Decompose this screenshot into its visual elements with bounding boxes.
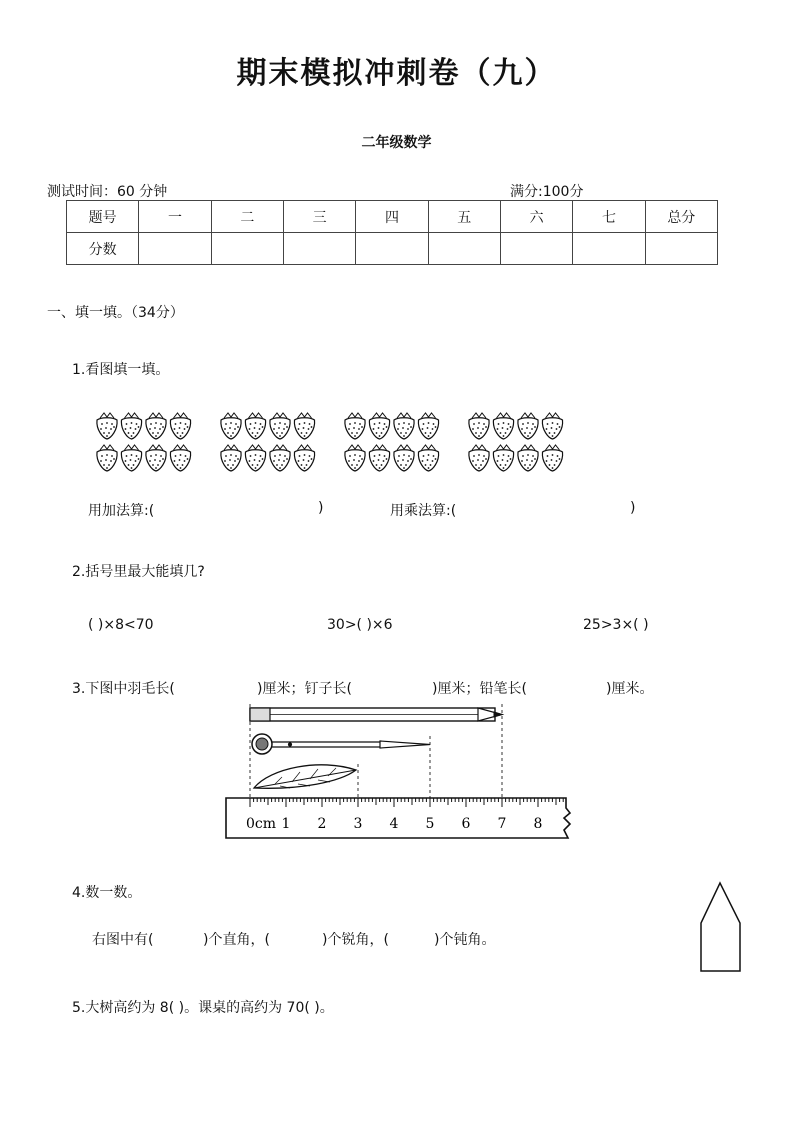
strawberry-icon — [146, 413, 166, 439]
q2-item-3[interactable]: 25>3×( ) — [583, 617, 649, 633]
score-header-cell: 二 — [211, 201, 283, 233]
ruler-label: 7 — [497, 816, 507, 832]
q1-mul-close: ) — [630, 500, 636, 516]
strawberry-icon — [270, 445, 290, 471]
score-cell[interactable] — [283, 233, 355, 265]
q4-text-right-angle: 右图中有( — [92, 932, 154, 948]
section1-heading: 一、填一填。（34分） — [47, 305, 184, 321]
strawberry-icon — [493, 445, 513, 471]
ruler-figure — [220, 700, 580, 845]
score-table-score-row — [67, 233, 718, 265]
subtitle: 二年级数学 — [361, 135, 432, 151]
score-row-label: 分数 — [67, 233, 139, 265]
strawberry-icon — [294, 445, 314, 471]
strawberry-icon — [394, 413, 414, 439]
full-score: 满分:100分 — [510, 184, 584, 200]
feather-image — [254, 765, 356, 788]
strawberry-icon — [221, 445, 241, 471]
strawberry-icon — [345, 445, 365, 471]
q4-text-obtuse: )个锐角，( — [322, 932, 389, 948]
score-header-cell: 四 — [356, 201, 428, 233]
q1-mul-answer-blank[interactable] — [474, 496, 624, 520]
strawberry-icon — [294, 413, 314, 439]
score-table-header-row — [67, 201, 718, 233]
score-cell[interactable] — [211, 233, 283, 265]
q2-item-2[interactable]: 30>( )×6 — [327, 617, 393, 633]
strawberry-icon — [418, 445, 438, 471]
q3-prompt-feather: 3.下图中羽毛长( — [72, 681, 175, 697]
score-header-cell: 一 — [139, 201, 211, 233]
ruler-image — [226, 798, 570, 838]
strawberry-icon — [146, 445, 166, 471]
score-cell[interactable] — [428, 233, 500, 265]
q4-text-acute: )个直角，( — [203, 932, 270, 948]
q2-prompt: 2.括号里最大能填几? — [72, 564, 205, 580]
q1-prompt: 1.看图填一填。 — [72, 362, 170, 378]
q1-add-answer-blank[interactable] — [170, 496, 310, 520]
score-cell[interactable] — [356, 233, 428, 265]
strawberry-icon — [369, 413, 389, 439]
strawberry-icon — [170, 445, 190, 471]
strawberry-icon — [121, 445, 141, 471]
strawberry-icon — [418, 413, 438, 439]
ruler-label: 5 — [425, 816, 435, 832]
score-header-cell: 总分 — [645, 201, 717, 233]
score-header-cell: 五 — [428, 201, 500, 233]
strawberry-icon — [221, 413, 241, 439]
strawberry-icon — [345, 413, 365, 439]
page-title: 期末模拟冲刺卷（九） — [236, 56, 557, 91]
ruler-label: 3 — [353, 816, 363, 832]
score-header-cell: 六 — [500, 201, 572, 233]
score-header-cell: 七 — [573, 201, 645, 233]
strawberry-icon — [245, 413, 265, 439]
q4-prompt: 4.数一数。 — [72, 885, 142, 901]
strawberry-icon — [469, 413, 489, 439]
strawberry-icon — [369, 445, 389, 471]
q3-prompt-nail: )厘米；钉子长( — [257, 681, 352, 697]
ruler-label: 2 — [317, 816, 327, 832]
pentagon-shape — [698, 880, 744, 974]
score-header-cell: 三 — [283, 201, 355, 233]
q4-text-end: )个钝角。 — [434, 932, 496, 948]
strawberry-icon — [97, 445, 117, 471]
q1-add-close: ) — [318, 500, 324, 516]
q1-add-label: 用加法算:( — [88, 503, 155, 519]
ruler-label: 6 — [461, 816, 471, 832]
score-cell[interactable] — [139, 233, 211, 265]
q1-mul-label: 用乘法算:( — [390, 503, 457, 519]
score-cell[interactable] — [500, 233, 572, 265]
strawberry-icon — [394, 445, 414, 471]
strawberry-icon — [469, 445, 489, 471]
strawberry-icon — [518, 413, 538, 439]
q5-text[interactable]: 5.大树高约为 8( )。课桌的高约为 70( )。 — [72, 1000, 334, 1016]
test-time: 测试时间：60 分钟 — [47, 184, 168, 200]
score-header-cell: 题号 — [67, 201, 139, 233]
strawberry-icon — [121, 413, 141, 439]
strawberry-icon — [518, 445, 538, 471]
score-table — [66, 200, 718, 265]
ruler-label-0cm: 0cm — [246, 816, 277, 832]
score-cell[interactable] — [573, 233, 645, 265]
ruler-label: 8 — [533, 816, 543, 832]
q3-prompt-end: )厘米。 — [606, 681, 654, 697]
strawberry-icon — [542, 413, 562, 439]
strawberry-groups — [95, 408, 575, 474]
strawberry-icon — [245, 445, 265, 471]
pencil-image — [250, 708, 502, 721]
q2-item-1[interactable]: ( )×8<70 — [88, 617, 154, 633]
strawberry-icon — [493, 413, 513, 439]
strawberry-icon — [170, 413, 190, 439]
q3-prompt-pencil: )厘米；铅笔长( — [432, 681, 527, 697]
ruler-label: 4 — [389, 816, 399, 832]
ruler-label: 1 — [281, 816, 291, 832]
score-cell[interactable] — [645, 233, 717, 265]
nail-image — [252, 734, 430, 754]
strawberry-icon — [270, 413, 290, 439]
strawberry-icon — [542, 445, 562, 471]
strawberry-icon — [97, 413, 117, 439]
